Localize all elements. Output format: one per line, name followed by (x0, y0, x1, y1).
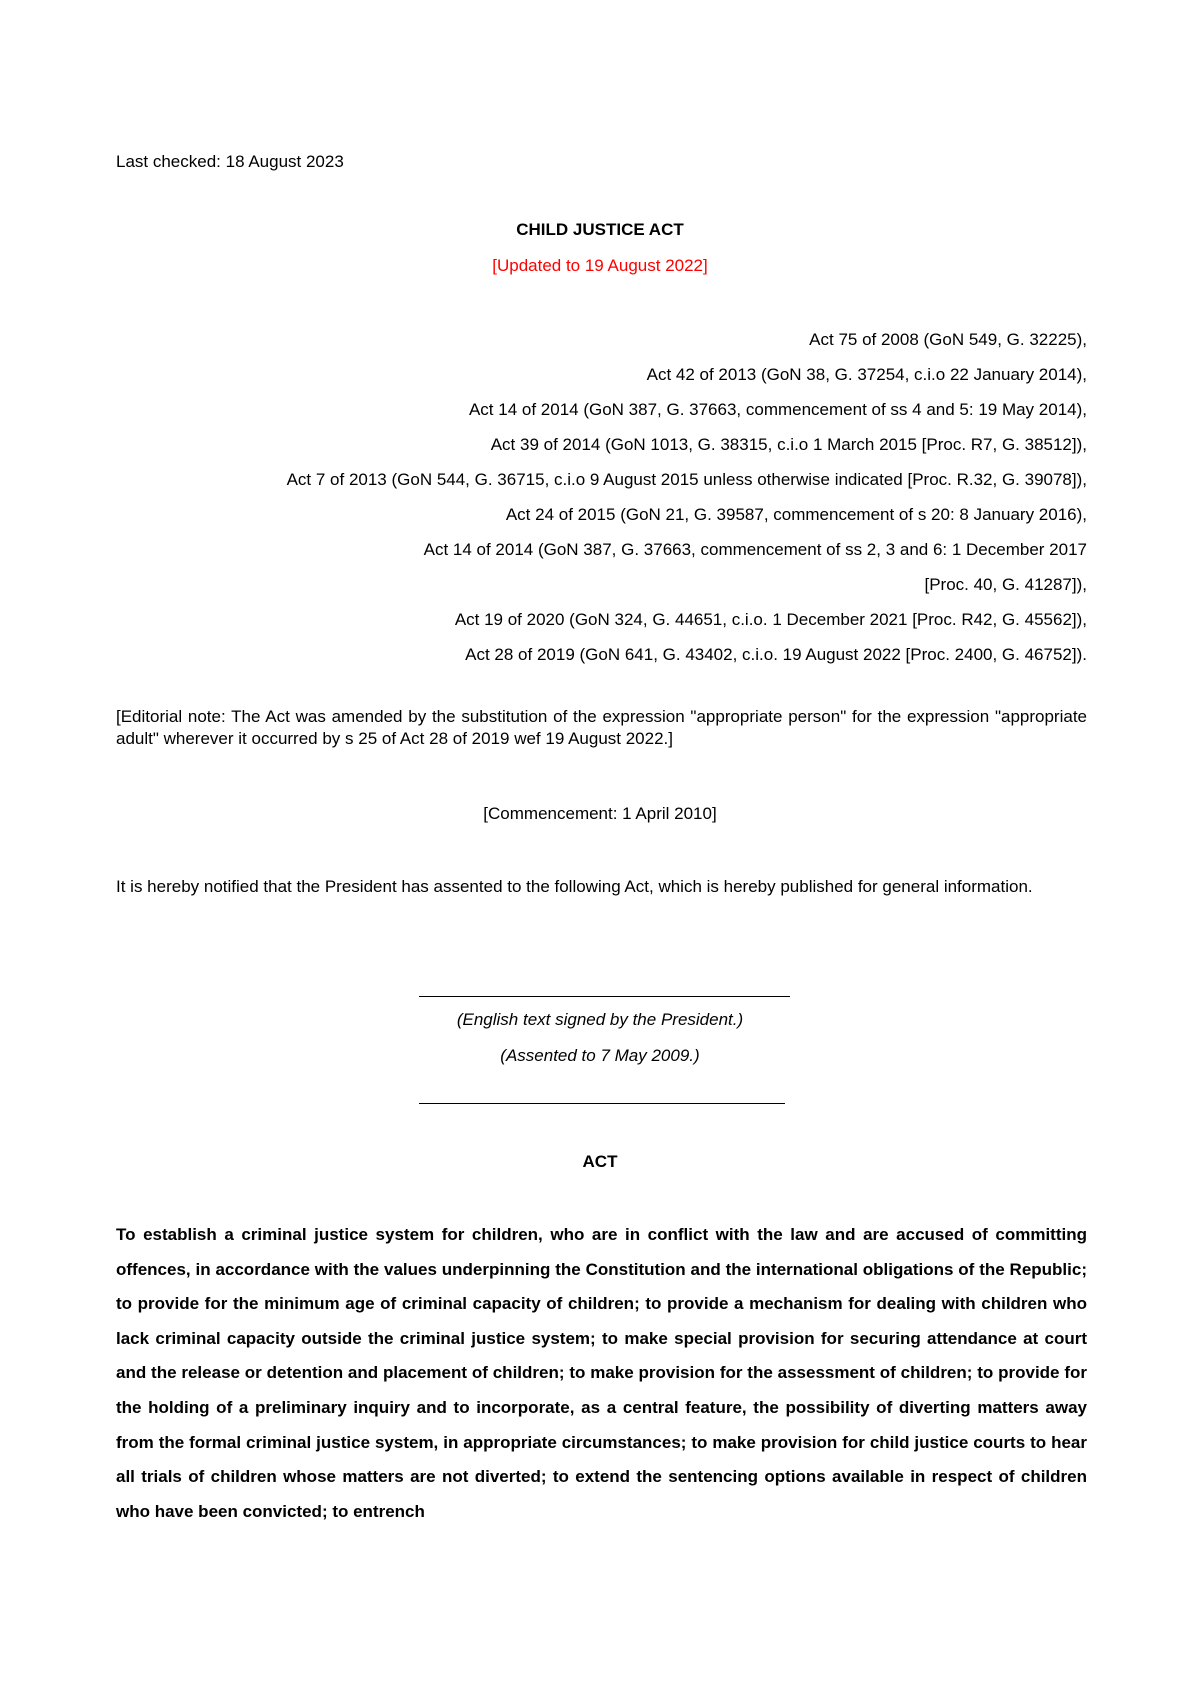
divider-bottom (419, 1103, 785, 1104)
amendment-line: Act 19 of 2020 (GoN 324, G. 44651, c.i.o. 1 December 2021 [Proc. R42, G. 45562]), (454, 610, 1087, 629)
amendment-line: Act 24 of 2015 (GoN 21, G. 39587, commencement of s 20: 8 January 2016), (505, 505, 1087, 524)
amendment-history (287, 322, 1087, 672)
amendment-line: Act 7 of 2013 (GoN 544, G. 36715, c.i.o 9 August 2015 unless otherwise indicated [Proc. R.32, G. 39078]), (286, 470, 1087, 489)
assented-date: (Assented to 7 May 2009.) (500, 1046, 700, 1065)
divider-top (419, 996, 790, 997)
last-checked-date: Last checked: 18 August 2023 (116, 152, 344, 171)
act-title: CHILD JUSTICE ACT (516, 220, 684, 239)
amendment-line: Act 28 of 2019 (GoN 641, G. 43402, c.i.o. 19 August 2022 [Proc. 2400, G. 46752]). (465, 645, 1087, 664)
act-heading: ACT (582, 1152, 618, 1171)
editorial-note: [Editorial note: The Act was amended by the substitution of the expression "appropriate person" for the expression "appropriate adult" wherever it occurred by s 25 of Act 28 of 2019 wef 19 August 2022.] (116, 707, 1087, 748)
assent-notice: It is hereby notified that the President has assented to the following Act, which is hereby published for general information. (116, 877, 1033, 896)
amendment-line: Act 14 of 2014 (GoN 387, G. 37663, commencement of ss 4 and 5: 19 May 2014), (468, 400, 1087, 419)
long-title: To establish a criminal justice system for children, who are in conflict with the law and are accused of committing offences, in accordance with the values underpinning the Constitution and the international obligations of the Republic; to provide for the minimum age of criminal capacity of children; to provide a mechanism for dealing with children who lack criminal capacity outside the criminal justice system; to make special provision for securing attendance at court and the release or detention and placement of children; to make provision for the assessment of children; to provide for the holding of a preliminary inquiry and to incorporate, as a central feature, the possibility of diverting matters away from the formal criminal justice system, in appropriate circumstances; to make provision for child justice courts to hear all trials of children whose matters are not diverted; to extend the sentencing options available in respect of children who have been convicted; to entrench (116, 1225, 1087, 1521)
amendment-line: Act 14 of 2014 (GoN 387, G. 37663, commencement of ss 2, 3 and 6: 1 December 2017 (423, 540, 1087, 559)
amendment-line: Act 42 of 2013 (GoN 38, G. 37254, c.i.o 22 January 2014), (646, 365, 1087, 384)
amendment-line: Act 75 of 2008 (GoN 549, G. 32225), (809, 330, 1087, 349)
amendment-line: Act 39 of 2014 (GoN 1013, G. 38315, c.i.o 1 March 2015 [Proc. R7, G. 38512]), (490, 435, 1087, 454)
signed-note: (English text signed by the President.) (456, 1010, 744, 1029)
commencement-note: [Commencement: 1 April 2010] (483, 804, 717, 823)
updated-note: [Updated to 19 August 2022] (492, 256, 708, 275)
amendment-line: [Proc. 40, G. 41287]), (924, 575, 1087, 594)
